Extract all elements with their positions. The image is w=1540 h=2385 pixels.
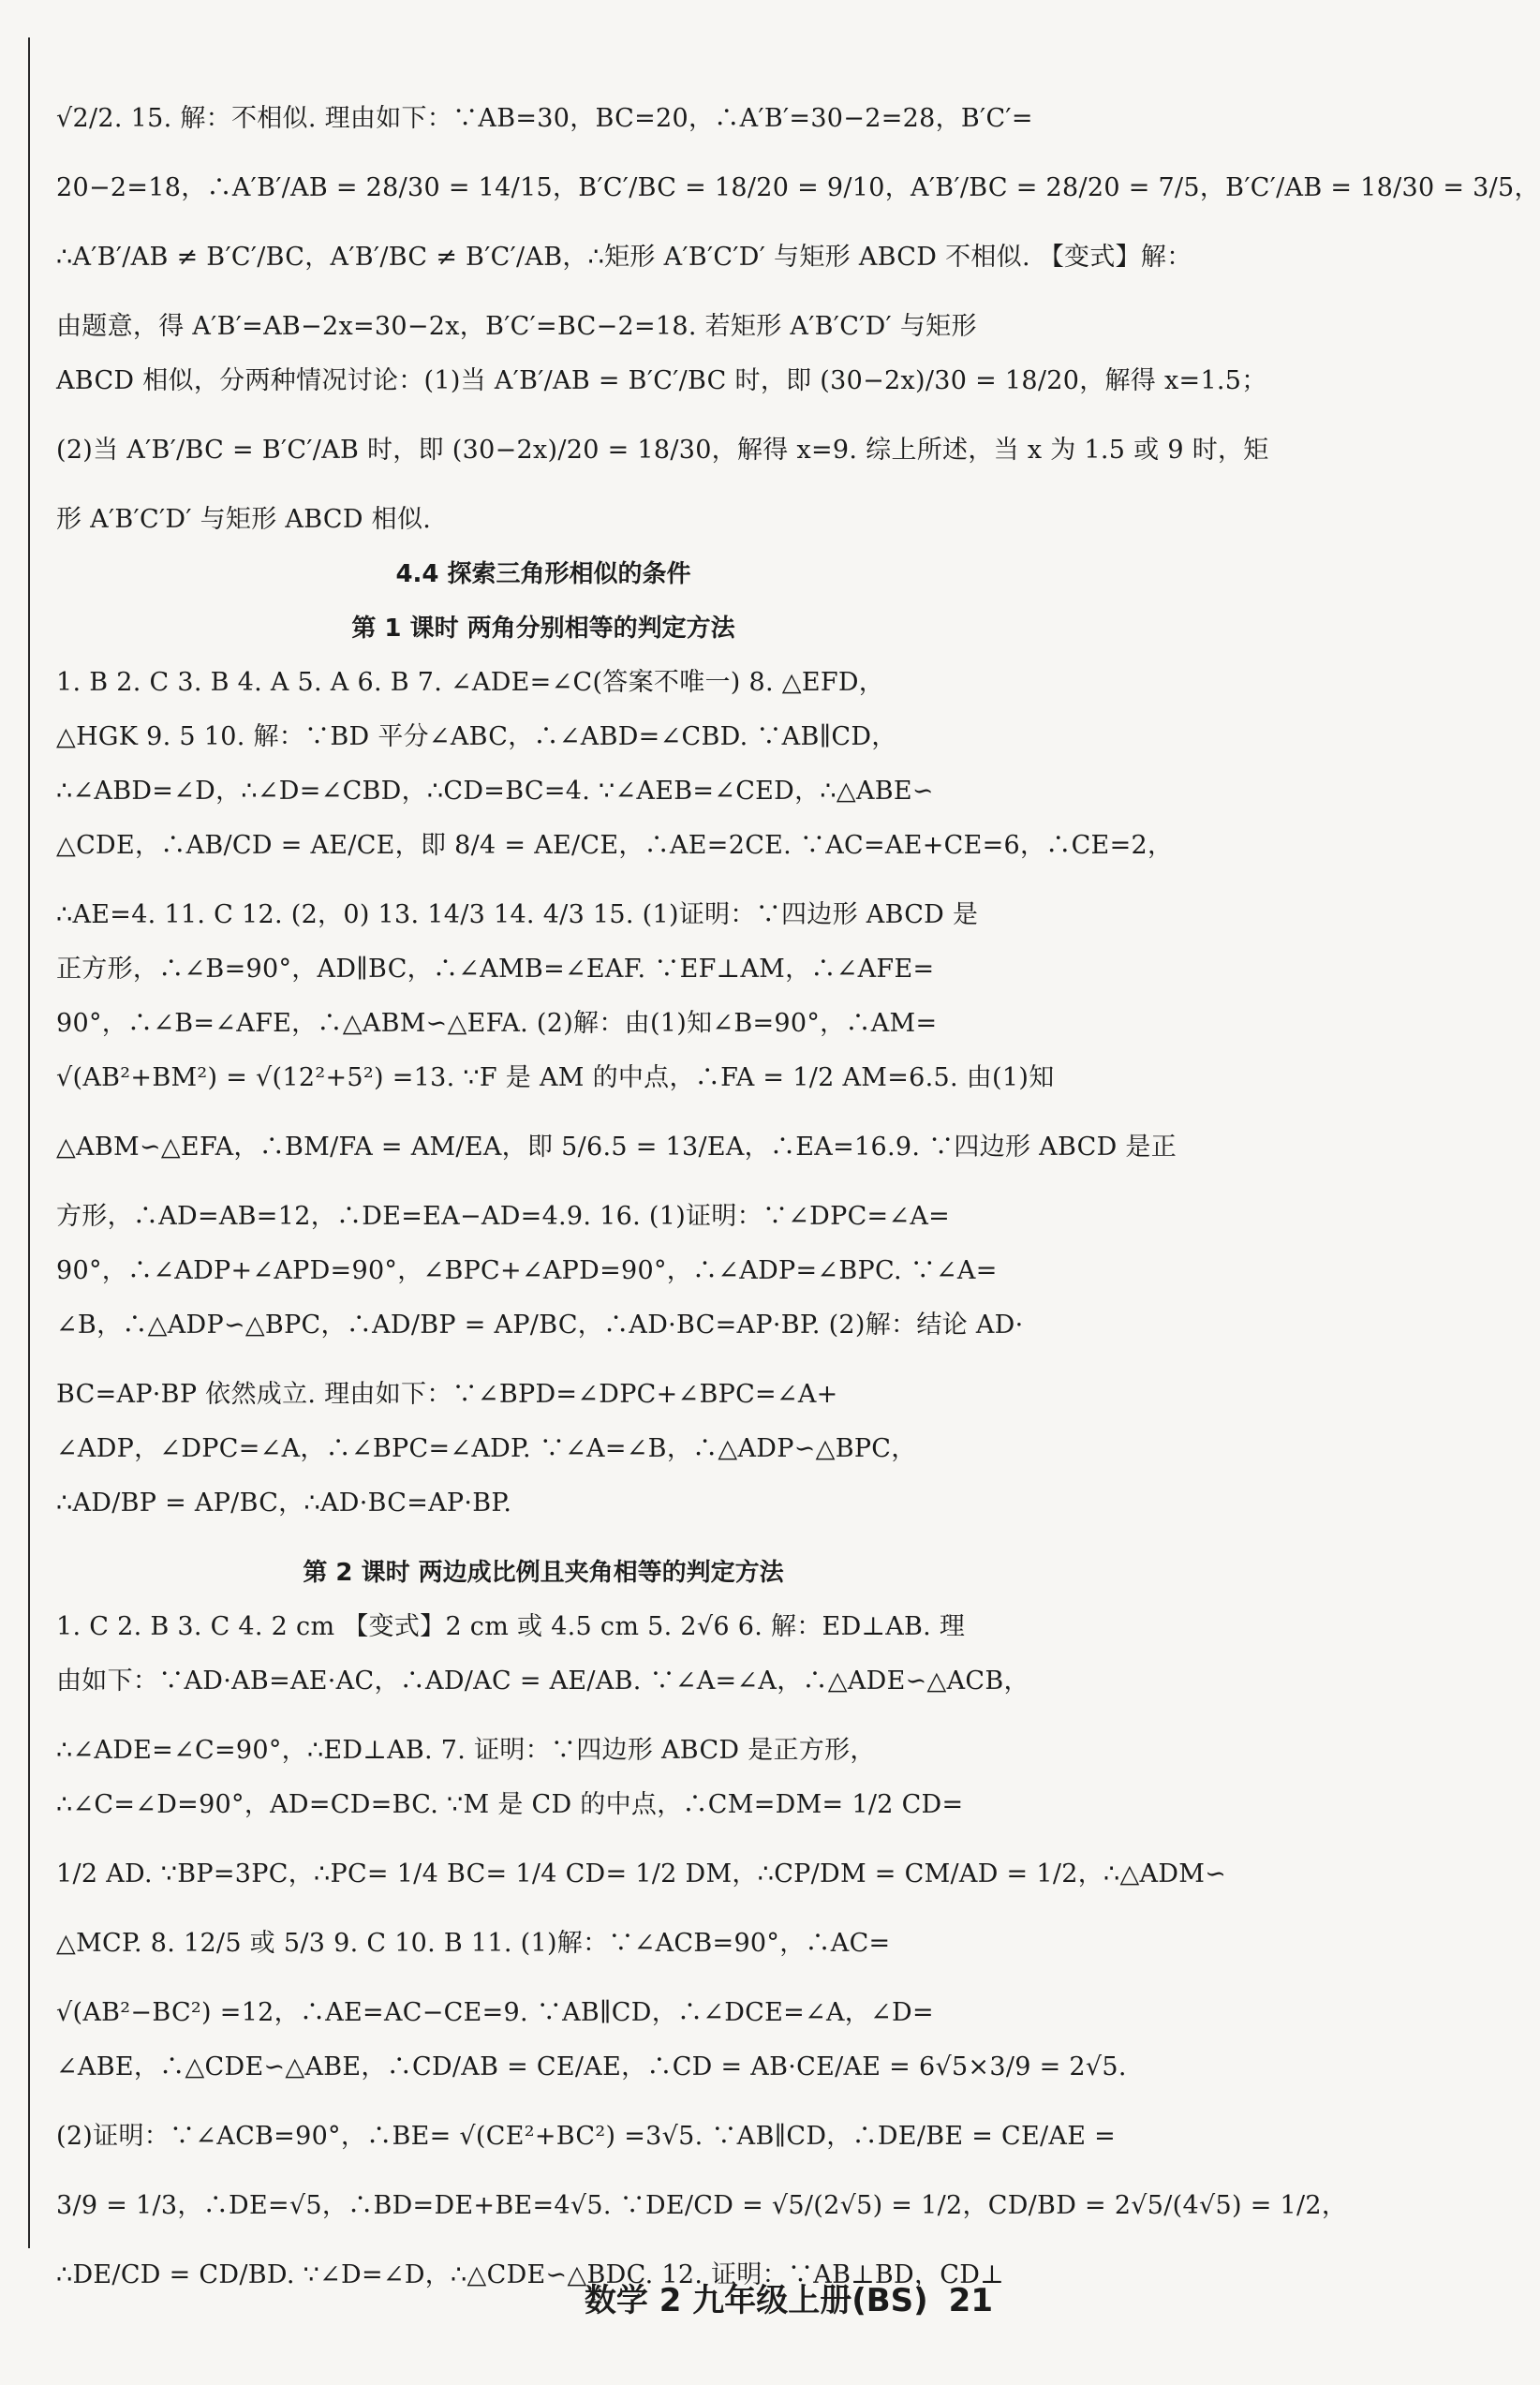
text-line: 90°，∴∠B=∠AFE，∴△ABM∽△EFA. (2)解：由(1)知∠B=90°，∴AM= [56,1009,938,1038]
margin-rule [28,37,30,2248]
text-line: 由如下：∵AD·AB=AE·AC，∴AD/AC = AE/AB. ∵∠A=∠A，∴△ADE∽△ACB， [56,1667,1029,1696]
text-line: △MCP. 8. 12/5 或 5/3 9. C 10. B 11. (1)解：∵∠ACB=90°，∴AC= [56,1929,891,1958]
text-line: ∴∠C=∠D=90°，AD=CD=BC. ∵M 是 CD 的中点，∴CM=DM= 1/2 CD= [56,1790,964,1819]
text-line: ∠ABE，∴△CDE∽△ABE，∴CD/AB = CE/AE，∴CD = AB·CE/AE = 6√5×3/9 = 2√5. [56,2052,1127,2081]
text-line: ∴∠ABD=∠D，∴∠D=∠CBD，∴CD=BC=4. ∵∠AEB=∠CED，∴△ABE∽ [56,777,934,806]
text-line: 由题意，得 A′B′=AB−2x=30−2x，B′C′=BC−2=18. 若矩形 A′B′C′D′ 与矩形 [56,312,977,341]
text-line: 90°，∴∠ADP+∠APD=90°，∠BPC+∠APD=90°，∴∠ADP=∠BPC. ∵∠A= [56,1256,998,1285]
text-line: 1. B 2. C 3. B 4. A 5. A 6. B 7. ∠ADE=∠C(答案不唯一) 8. △EFD， [56,668,885,697]
text-line: 20−2=18，∴A′B′/AB = 28/30 = 14/15，B′C′/BC = 18/20 = 9/10，A′B′/BC = 28/20 = 7/5，B′C′/AB = 18/30 = 3/5， [56,173,1540,202]
block-lesson2-answers [56,1612,1348,2289]
text-line: √(AB²−BC²) =12，∴AE=AC−CE=9. ∵AB∥CD，∴∠DCE=∠A，∠D= [56,1998,934,2027]
text-line: △HGK 9. 5 10. 解：∵BD 平分∠ABC，∴∠ABD=∠CBD. ∵AB∥CD， [56,722,897,751]
book-title: 数学 2 九年级上册(BS) [584,2282,928,2319]
text-line: 3/9 = 1/3，∴DE=√5，∴BD=DE+BE=4√5. ∵DE/CD = √5/(2√5) = 1/2，CD/BD = 2√5/(4√5) = 1/2， [56,2191,1348,2220]
text-line: (2)当 A′B′/BC = B′C′/AB 时，即 (30−2x)/20 = 18/30，解得 x=9. 综上所述，当 x 为 1.5 或 9 时，矩 [56,436,1269,465]
text-line: ∴AE=4. 11. C 12. (2，0) 13. 14/3 14. 4/3 15. (1)证明：∵四边形 ABCD 是 [56,900,979,929]
text-line: △CDE，∴AB/CD = AE/CE，即 8/4 = AE/CE，∴AE=2CE. ∵AC=AE+CE=6，∴CE=2， [56,831,1174,860]
answer-content [56,104,1540,2316]
text-line: △ABM∽△EFA，∴BM/FA = AM/EA，即 5/6.5 = 13/EA，∴EA=16.9. ∵四边形 ABCD 是正 [56,1133,1177,1162]
text-line: 1/2 AD. ∵BP=3PC，∴PC= 1/4 BC= 1/4 CD= 1/2 DM，∴CP/DM = CM/AD = 1/2，∴△ADM∽ [56,1859,1227,1889]
section-heading: 4.4 探索三角形相似的条件 [395,560,691,588]
text-line: ABCD 相似，分两种情况讨论：(1)当 A′B′/AB = B′C′/BC 时，即 (30−2x)/30 = 18/20，解得 x=1.5； [56,366,1267,395]
text-line: 方形，∴AD=AB=12，∴DE=EA−AD=4.9. 16. (1)证明：∵∠DPC=∠A= [56,1202,951,1231]
text-line: (2)证明：∵∠ACB=90°，∴BE= √(CE²+BC²) =3√5. ∵AB∥CD，∴DE/BE = CE/AE = [56,2122,1117,2151]
text-line: BC=AP·BP 依然成立. 理由如下：∵∠BPD=∠DPC+∠BPC=∠A+ [56,1380,838,1409]
page-number: 21 [948,2282,993,2319]
page-footer [0,2274,993,2320]
lesson-heading: 第 2 课时 两边成比例且夹角相等的判定方法 [303,1559,784,1587]
text-line: ∴A′B′/AB ≠ B′C′/BC，A′B′/BC ≠ B′C′/AB，∴矩形 A′B′C′D′ 与矩形 ABCD 不相似. 【变式】解： [56,243,1192,272]
text-line: √(AB²+BM²) = √(12²+5²) =13. ∵F 是 AM 的中点，∴FA = 1/2 AM=6.5. 由(1)知 [56,1063,1055,1092]
text-line: 1. C 2. B 3. C 4. 2 cm 【变式】2 cm 或 4.5 cm 5. 2√6 6. 解：ED⊥AB. 理 [56,1612,966,1641]
text-line: ∴∠ADE=∠C=90°，∴ED⊥AB. 7. 证明：∵四边形 ABCD 是正方形， [56,1736,876,1765]
text-line: 形 A′B′C′D′ 与矩形 ABCD 相似. [56,505,432,534]
text-line: ∴DE/CD = CD/BD. ∵∠D=∠D，∴△CDE∽△BDC. 12. 证明：∵AB⊥BD，CD⊥ [56,2260,1004,2289]
text-line: √2/2. 15. 解：不相似. 理由如下：∵AB=30，BC=20，∴A′B′=30−2=28，B′C′= [56,104,1033,133]
text-line: 正方形，∴∠B=90°，AD∥BC，∴∠AMB=∠EAF. ∵EF⊥AM，∴∠AFE= [56,955,935,984]
lesson-heading: 第 1 课时 两角分别相等的判定方法 [351,615,735,643]
text-line: ∠B，∴△ADP∽△BPC，∴AD/BP = AP/BC，∴AD·BC=AP·BP. (2)解：结论 AD· [56,1311,1024,1340]
text-line: ∴AD/BP = AP/BC，∴AD·BC=AP·BP. [56,1489,512,1518]
block-lesson1-answers [56,668,1177,1518]
block-4-3-answers [56,104,1540,534]
text-line: ∠ADP，∠DPC=∠A，∴∠BPC=∠ADP. ∵∠A=∠B，∴△ADP∽△BPC， [56,1434,917,1463]
